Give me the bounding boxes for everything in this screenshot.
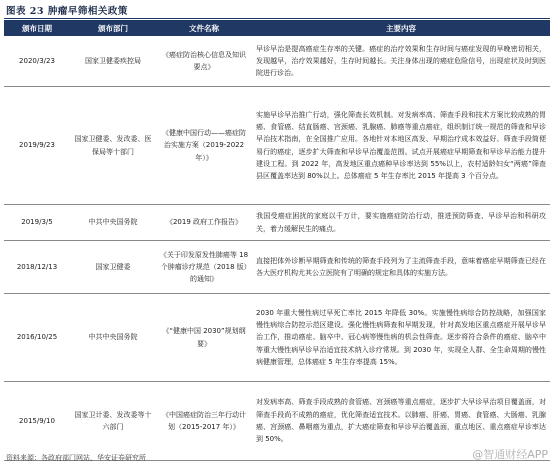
row-date: 2015/9/10: [4, 382, 70, 461]
title-divider: [4, 18, 550, 19]
row-date: 2018/12/13: [4, 241, 70, 294]
row-content: 实施早诊早治推广行动，强化筛查长效机制。对发病率高、筛查手段和技术方案比较成熟的胃癌、食管癌、结直肠癌、宫颈癌、乳腺癌、肺癌等重点癌症，组织制订统一规范的筛查和早诊早治技术指南，在全国推广应用。各地针对本地区高发、早期治疗成本效益好、筛查手段简便易行的癌症，逐步扩大筛查和早诊早治覆盖范围。试点开展癌症早期筛查和早诊早治能力提升建设工程。到 2022 年，高发地区重点癌种早诊率达到 55%以上，农村适龄妇女“两癌”筛查县区覆盖率达到 80%以上。总体癌症 5 年生存率比 2015 年提高 3 个百分点。: [252, 87, 550, 205]
row-dept: 国家卫健委疾控局: [70, 36, 156, 87]
row-content: 直接把体外诊断早期筛查和传统的筛查手段列为了主流筛查手段，意味着癌症早期筛查已经在各大医疗机构尤其公立医院有了明确的规定和具体的实施方法。: [252, 241, 550, 294]
header-doc: 文件名称: [156, 20, 252, 36]
row-content: 2030 年重大慢性病过早死亡率比 2015 年降低 30%。实施慢性病综合防控战略，加强国家慢性病综合防控示范区建设。强化慢性病筛查和早期发现，针对高发地区重点癌症开展早诊早治工作，推动癌症、脑卒中、冠心病等慢性病的机会性筛查。逐步将符合条件的癌症、脑卒中等重大慢性病早诊早治适宜技术纳入诊疗常规。到 2030 年，实现全人群、全生命周期的慢性病健康管理，总体癌症 5 年生存率提高 15%。: [252, 294, 550, 382]
row-dept: 中共中央国务院: [70, 205, 156, 241]
row-dept: 国家卫健委: [70, 241, 156, 294]
table-row: [4, 382, 550, 461]
figure-title: 图表 23 肿瘤早筛相关政策: [6, 6, 128, 17]
row-doc: 《2019 政府工作报告》: [156, 205, 252, 241]
row-date: 2020/3/23: [4, 36, 70, 87]
row-doc: 《“健康中国 2030”规划纲要》: [156, 294, 252, 382]
table-row: [4, 241, 550, 294]
header-date: 颁布日期: [4, 20, 70, 36]
row-date: 2016/10/25: [4, 294, 70, 382]
table-row: [4, 87, 550, 205]
policy-table: [4, 20, 550, 461]
row-dept: 国家卫健委、发改委、医保局等十部门: [70, 87, 156, 205]
header-content: 主要内容: [252, 20, 550, 36]
row-content: 对发病率高、筛查手段成熟的食管癌、宫颈癌等重点癌症，逐步扩大早诊早治项目覆盖面，对筛查手段尚不成熟的癌症，优化筛查适宜技术。以肺癌、肝癌、胃癌、食管癌、大肠癌、乳腺癌、宫颈癌、鼻咽癌为重点，扩大癌症筛查和早诊早治覆盖面，重点地区、重点癌症早诊率达到 50%。: [252, 382, 550, 461]
row-date: 2019/9/23: [4, 87, 70, 205]
source-note: 资料来源：各政府部门网站，华安证券研究所: [6, 454, 146, 462]
header-dept: 颁布部门: [70, 20, 156, 36]
table-header-row: [4, 20, 550, 36]
table-row: [4, 205, 550, 241]
row-doc: 《健康中国行动——癌症防治实施方案（2019-2022年）》: [156, 87, 252, 205]
row-content: 我国受癌症困扰的家庭以千万计，要实施癌症防治行动，推进预防筛查、早诊早治和科研攻关，着力缓解民生的痛点。: [252, 205, 550, 241]
row-doc: 《中国癌症防治三年行动计划（2015-2017 年）》: [156, 382, 252, 461]
table-row: [4, 294, 550, 382]
table-row: [4, 36, 550, 87]
row-date: 2019/3/5: [4, 205, 70, 241]
row-doc: 《癌症防治核心信息及知识要点》: [156, 36, 252, 87]
watermark: @智通财经APP: [472, 448, 548, 461]
row-dept: 国家卫计委、发改委等十六部门: [70, 382, 156, 461]
row-content: 早诊早治是提高癌症生存率的关键。癌症的治疗效果和生存时间与癌症发现的早晚密切相关，发现越早，治疗效果越好，生存时间越长。关注身体出现的癌症危险信号，出现症状及时到医院进行诊治。: [252, 36, 550, 87]
row-dept: 中共中央国务院: [70, 294, 156, 382]
row-doc: 《关于印发原发性肺癌等 18 个肿瘤诊疗规范（2018 版）的通知》: [156, 241, 252, 294]
